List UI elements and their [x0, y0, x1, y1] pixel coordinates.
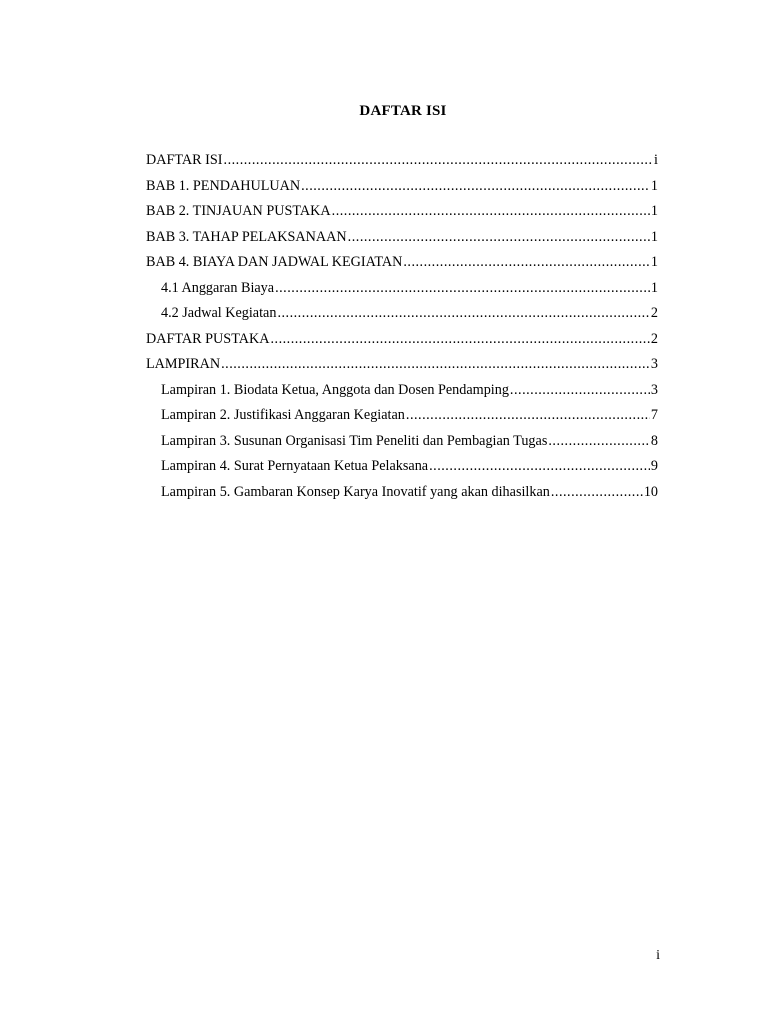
toc-leader-dots — [221, 352, 650, 378]
toc-subentry — [146, 454, 658, 480]
toc-entry — [146, 225, 658, 251]
toc-entry-page: 1 — [650, 177, 658, 194]
toc-entry-page: 1 — [650, 279, 658, 296]
toc-leader-dots — [224, 148, 654, 174]
toc-entry-label: BAB 3. TAHAP PELAKSANAAN — [146, 228, 347, 245]
toc-leader-dots — [270, 327, 649, 353]
toc-leader-dots — [403, 250, 650, 276]
toc-entry — [146, 352, 658, 378]
toc-leader-dots — [510, 378, 650, 404]
toc-entry-page: 8 — [650, 432, 658, 449]
toc-entry-label: Lampiran 2. Justifikasi Anggaran Kegiatan — [161, 407, 405, 423]
toc-entry-label: Lampiran 1. Biodata Ketua, Anggota dan Dosen Pendamping — [161, 381, 509, 398]
toc-leader-dots — [348, 225, 650, 251]
toc-entry-label: BAB 2. TINJAUAN PUSTAKA — [146, 203, 331, 219]
toc-entry — [146, 174, 658, 200]
toc-entry-page: 3 — [650, 356, 658, 372]
toc-entry-page: 3 — [650, 381, 658, 398]
toc-entry — [146, 199, 658, 225]
toc-entry — [146, 250, 658, 276]
toc-subentry — [146, 429, 658, 455]
toc-entry-label: DAFTAR ISI — [146, 152, 223, 168]
toc-entry-label: Lampiran 3. Susunan Organisasi Tim Peneliti dan Pembagian Tugas — [161, 432, 548, 449]
toc-subentry — [146, 276, 658, 302]
toc-entry — [146, 327, 658, 353]
toc-leader-dots — [301, 174, 650, 200]
toc-entry-page: 1 — [650, 203, 658, 219]
toc-entry-label: BAB 1. PENDAHULUAN — [146, 177, 301, 194]
toc-entry-page: 2 — [650, 305, 658, 321]
toc-entry-page: 1 — [650, 228, 658, 245]
page-title: DAFTAR ISI — [359, 103, 447, 119]
toc-entry — [146, 148, 658, 174]
page-number: i — [656, 948, 660, 963]
table-of-contents — [146, 148, 658, 505]
toc-leader-dots — [429, 454, 650, 480]
toc-entry-label: BAB 4. BIAYA DAN JADWAL KEGIATAN — [146, 254, 403, 270]
toc-entry-label: 4.1 Anggaran Biaya — [161, 279, 275, 296]
toc-subentry — [146, 378, 658, 404]
toc-subentry — [146, 403, 658, 429]
toc-subentry — [146, 301, 658, 327]
toc-entry-page: 10 — [643, 483, 658, 500]
toc-leader-dots — [275, 276, 650, 302]
toc-leader-dots — [406, 403, 650, 429]
toc-entry-page: 9 — [650, 458, 658, 474]
toc-leader-dots — [551, 480, 643, 506]
toc-subentry — [146, 480, 658, 506]
toc-entry-label: LAMPIRAN — [146, 356, 221, 372]
toc-leader-dots — [548, 429, 650, 455]
toc-entry-label: DAFTAR PUSTAKA — [146, 330, 270, 347]
toc-leader-dots — [332, 199, 650, 225]
toc-leader-dots — [277, 301, 649, 327]
toc-entry-page: 7 — [650, 407, 658, 423]
toc-entry-page: 2 — [650, 330, 658, 347]
toc-entry-label: Lampiran 4. Surat Pernyataan Ketua Pelaksana — [161, 458, 429, 474]
toc-entry-label: 4.2 Jadwal Kegiatan — [161, 305, 277, 321]
toc-entry-page: i — [654, 152, 658, 168]
toc-entry-page: 1 — [650, 254, 658, 270]
toc-entry-label: Lampiran 5. Gambaran Konsep Karya Inovatif yang akan dihasilkan — [161, 483, 550, 500]
